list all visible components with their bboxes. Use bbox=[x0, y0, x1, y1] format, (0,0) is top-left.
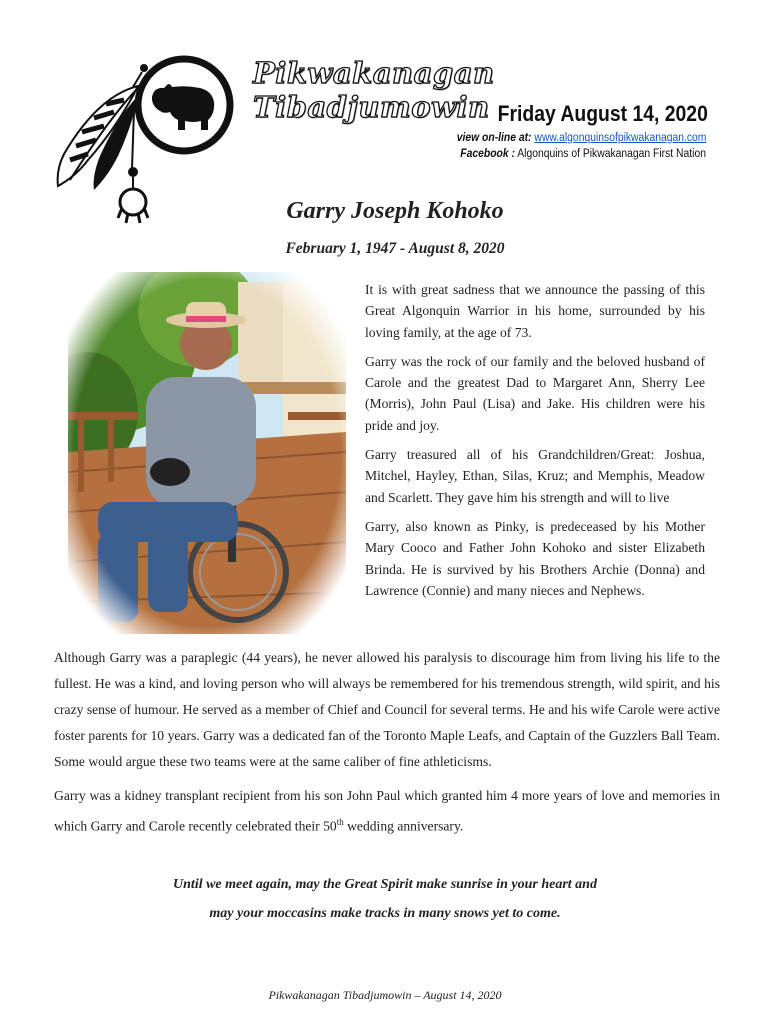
side-paragraph: Garry treasured all of his Grandchildren/Great: Joshua, Mitchel, Hayley, Ethan, Silas, Kruz; and Memphis, Meadow and Scarlett. They gave him his strength and will to live bbox=[365, 447, 705, 505]
side-paragraph: It is with great sadness that we announce the passing of this Great Algonquin Warrior in his home, surrounded by his loving family, at the age of 73. bbox=[365, 282, 705, 340]
body-paragraph bbox=[54, 783, 720, 840]
body-paragraph: Although Garry was a paraplegic (44 years), he never allowed his paralysis to discourage him from living his life to the fullest. He was a kind, and loving person who will always be remembered for his tremendous strength, wild spirit, and his crazy sense of humour. He served as a member of Chief and Council for several terms. He and his wife Carole were active foster parents for 10 years. Garry was a dedicated fan of the Toronto Maple Leafs, and Captain of the Guzzlers Ball Team. Some would argue these two teams were at the same caliber of fine athleticisms. bbox=[54, 650, 720, 769]
obituary-dates: February 1, 1947 - August 8, 2020 bbox=[285, 240, 505, 257]
closing-line: may your moccasins make tracks in many snows yet to come. bbox=[209, 906, 561, 921]
facebook-label: Facebook : bbox=[460, 148, 515, 160]
body-text-part: wedding anniversary. bbox=[343, 818, 464, 834]
page-footer: Pikwakanagan Tibadjumowin – August 14, 2020 bbox=[268, 988, 502, 1002]
obituary-name: Garry Joseph Kohoko bbox=[286, 198, 504, 224]
closing-line: Until we meet again, may the Great Spirit make sunrise in your heart and bbox=[173, 877, 597, 892]
portrait-photo bbox=[68, 272, 346, 634]
facebook-line bbox=[460, 148, 706, 160]
body-text-part: Garry was a kidney transplant recipient from his son John Paul which granted him 4 more years of love and memories in which Garry and Carole recently celebrated their 50 bbox=[54, 788, 720, 834]
masthead-title: Pikwakanagan Tibadjumowin bbox=[253, 56, 495, 124]
closing-blessing bbox=[0, 870, 770, 928]
side-text bbox=[365, 279, 705, 609]
website-link[interactable]: www.algonquinsofpikwakanagan.com bbox=[533, 132, 706, 144]
issue-date: Friday August 14, 2020 bbox=[497, 101, 708, 126]
online-label: view on-line at: bbox=[456, 132, 532, 144]
side-paragraph: Garry was the rock of our family and the beloved husband of Carole and the greatest Dad to Margaret Ann, Sherry Lee (Morris), John Paul (Lisa) and Jake. His children were his pride and joy. bbox=[365, 353, 705, 433]
feather-icon bbox=[58, 86, 138, 190]
online-line bbox=[456, 132, 706, 144]
facebook-text: Algonquins of Pikwakanagan First Nation bbox=[517, 148, 706, 160]
body-text bbox=[54, 645, 720, 848]
ordinal-suffix: th bbox=[336, 817, 344, 827]
side-paragraph: Garry, also known as Pinky, is predeceased by his Mother Mary Cooco and Father John Kohoko and sister Elizabeth Brinda. He is survived by his Brothers Archie (Donna) and Lawrence (Connie) and many nieces and Nephews. bbox=[365, 518, 705, 598]
